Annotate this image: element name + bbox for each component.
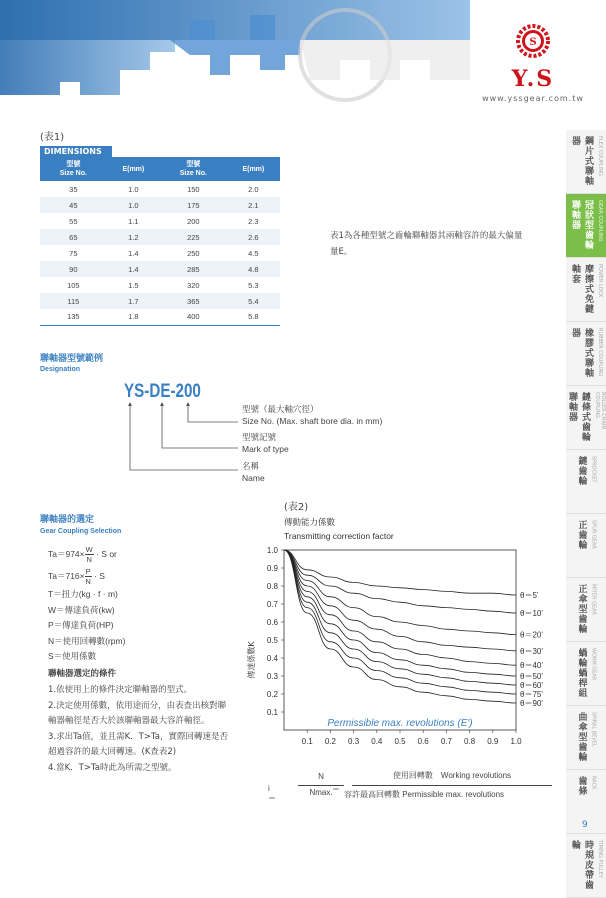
sidebar-item-label: 正傘型齒輪 bbox=[576, 584, 587, 634]
table-cell: 90 bbox=[40, 261, 107, 277]
y-tick-label: 0.3 bbox=[266, 672, 278, 681]
table-cell: 1.0 bbox=[128, 184, 139, 194]
table-cell: 1.4 bbox=[128, 248, 139, 258]
sidebar-item-sublabel: RACK bbox=[590, 776, 597, 790]
table-cell: 1.5 bbox=[128, 280, 139, 290]
x-tick-label: 0.2 bbox=[324, 737, 336, 746]
x-tick-label: 0.5 bbox=[394, 737, 406, 746]
table-row bbox=[40, 229, 280, 245]
dimensions-header-3 bbox=[227, 157, 280, 181]
company-logo bbox=[478, 22, 588, 103]
table-cell: 1.4 bbox=[107, 261, 160, 277]
condition-item: 4.當K．T>Ta時此為所需之型號。 bbox=[48, 762, 177, 773]
series-label: θ＝40' bbox=[520, 661, 543, 671]
table-cell: 5.4 bbox=[227, 293, 280, 309]
formula-max-revolutions: 容許最高回轉數 Permissible max. revolutions bbox=[344, 790, 505, 799]
sidebar-item-sublabel: SPIRAL BEVEL bbox=[590, 712, 597, 747]
sidebar-item-sublabel: MITER GEAR bbox=[590, 584, 597, 615]
designation-name-zh: 名稱 bbox=[242, 461, 260, 471]
formula-denominator: Nmax. bbox=[309, 788, 333, 797]
designation-size-zh: 型號（最大軸穴徑） bbox=[242, 404, 319, 414]
chart-title-en: Transmitting correction factor bbox=[284, 531, 394, 541]
table-row bbox=[40, 197, 280, 213]
company-url: www.yssgear.com.tw bbox=[482, 94, 584, 103]
x-tick-label: 0.9 bbox=[487, 737, 499, 746]
y-tick-label: 0.2 bbox=[266, 690, 278, 699]
table-cell: 65 bbox=[40, 229, 107, 245]
sidebar-item-roller-chain-coupling[interactable] bbox=[566, 386, 606, 450]
series-label: θ＝50' bbox=[520, 672, 543, 681]
definition-item: T＝扭力(kg · f · m) bbox=[48, 589, 118, 599]
x-tick-label: 0.4 bbox=[371, 737, 383, 746]
sidebar-item-spiral-bevel[interactable] bbox=[566, 706, 606, 770]
x-tick-label: 0.1 bbox=[301, 737, 313, 746]
table-cell: 400 bbox=[160, 309, 227, 325]
table-cell: 2.0 bbox=[248, 184, 259, 194]
sidebar-item-label: 摩擦式免鍵軸套 bbox=[570, 264, 593, 314]
formula1-prefix: Ta＝974× bbox=[48, 548, 85, 559]
formula-equals: ＝ bbox=[332, 785, 340, 794]
formula-lhs: i＝ bbox=[268, 784, 276, 803]
sidebar-item-sublabel: POWER LOCK bbox=[597, 264, 603, 298]
definition-item: W＝傳達負荷(kw) bbox=[48, 604, 115, 615]
series-label: θ＝5' bbox=[520, 591, 539, 600]
sidebar-item-miter-gear[interactable] bbox=[566, 578, 606, 642]
series-label: θ＝60' bbox=[520, 681, 543, 690]
formula2-prefix: Ta＝716× bbox=[48, 570, 85, 581]
y-tick-label: 0.8 bbox=[266, 582, 278, 591]
sidebar-item-label: 冠狀型齒輪聯軸器 bbox=[570, 200, 593, 250]
sidebar-item-label: 鏈條式齒輪聯軸器 bbox=[567, 392, 590, 442]
selection-title-en: Gear Coupling Selection bbox=[40, 528, 122, 535]
table-cell: 365 bbox=[160, 293, 227, 309]
torque-formula-hp bbox=[48, 567, 105, 586]
dimensions-table bbox=[40, 146, 280, 326]
header-en: E(mm) bbox=[122, 165, 145, 173]
table-row bbox=[40, 277, 280, 293]
model-code: YS-DE-200 bbox=[124, 381, 201, 402]
table-cell: 2.6 bbox=[227, 229, 280, 245]
table-cell: 35 bbox=[69, 184, 78, 194]
table-cell: 45 bbox=[40, 197, 107, 213]
dimensions-header-1 bbox=[107, 157, 160, 181]
table-cell: 75 bbox=[69, 248, 78, 258]
table-cell: 1.1 bbox=[128, 216, 139, 226]
formula2-numerator: P bbox=[85, 567, 91, 576]
formula1-denominator: N bbox=[86, 555, 92, 564]
table-row bbox=[40, 293, 280, 309]
sidebar-item-worm-gear[interactable] bbox=[566, 642, 606, 706]
sidebar-item-label: 時規皮帶齒輪 bbox=[570, 840, 593, 890]
table-cell: 225 bbox=[160, 229, 227, 245]
designation-mark-en: Mark of type bbox=[242, 444, 289, 454]
series-label: θ＝75' bbox=[520, 690, 543, 699]
sidebar-item-label: 曲傘型齒輪 bbox=[576, 712, 587, 762]
table-cell: 1.7 bbox=[107, 293, 160, 309]
table-cell: 150 bbox=[187, 184, 200, 194]
x-tick-label: 0.3 bbox=[348, 737, 360, 746]
chart-title-zh: 傳動能力係數 bbox=[284, 517, 336, 527]
designation-title-zh: 聯軸器型號範例 bbox=[40, 354, 104, 364]
x-tick-label: 0.8 bbox=[464, 737, 476, 746]
sidebar-item-sublabel: RUBBER COUPLING bbox=[597, 328, 603, 377]
table-cell: 1.2 bbox=[107, 229, 160, 245]
page-number: 9 bbox=[582, 820, 588, 830]
ys-gear-logo-icon bbox=[514, 22, 552, 60]
gear-banner-graphic bbox=[0, 0, 470, 125]
dimensions-header-2 bbox=[160, 157, 227, 181]
sidebar-item-sublabel: GEAR COUPLING bbox=[597, 200, 603, 242]
y-tick-label: 0.9 bbox=[266, 564, 278, 573]
designation-title-en: Designation bbox=[40, 366, 81, 373]
x-tick-label: 0.7 bbox=[440, 737, 452, 746]
header-en: E(mm) bbox=[242, 165, 265, 173]
header-zh: 型號 bbox=[66, 161, 81, 168]
sidebar-item-timing-pulley[interactable] bbox=[566, 834, 606, 898]
designation-mark-zh: 型號記號 bbox=[242, 432, 277, 442]
y-tick-label: 0.5 bbox=[266, 636, 278, 645]
header-en: Size No. bbox=[179, 170, 207, 177]
y-tick-label: 0.7 bbox=[266, 600, 278, 609]
selection-title-zh: 聯軸器的選定 bbox=[40, 515, 95, 525]
table-cell: 5.3 bbox=[248, 280, 259, 290]
table-cell: 5.8 bbox=[227, 309, 280, 325]
series-line-3 bbox=[284, 550, 516, 651]
formula-working-revolutions: 使用回轉數 Working revolutions bbox=[352, 770, 552, 786]
conditions-title: 聯軸器選定的條件 bbox=[48, 668, 117, 678]
page-header bbox=[0, 0, 606, 125]
table-row bbox=[40, 245, 280, 261]
designation-size-en: Size No. (Max. shaft bore dia. in mm) bbox=[242, 416, 383, 426]
correction-factor-chart bbox=[240, 540, 570, 780]
table-cell: 1.8 bbox=[107, 309, 160, 325]
torque-formula-kw bbox=[48, 545, 117, 564]
definition-item: N＝使用回轉數(rpm) bbox=[48, 635, 126, 646]
table-cell: 250 bbox=[187, 248, 200, 258]
sidebar-item-sublabel: SPROCKET bbox=[590, 456, 597, 483]
header-zh: 型號 bbox=[186, 161, 201, 168]
selection-conditions bbox=[48, 683, 234, 776]
sidebar-item-sublabel: ROLLER CHAIN COUPLING bbox=[594, 392, 606, 430]
dimensions-header-0 bbox=[40, 157, 107, 181]
sidebar-item-sublabel: SPUR GEAR bbox=[590, 520, 597, 549]
designation-name-en: Name bbox=[242, 473, 265, 483]
series-label: θ＝10' bbox=[520, 609, 543, 618]
table-cell: 2.3 bbox=[248, 216, 259, 226]
sidebar-item-flex-coupling[interactable] bbox=[566, 130, 606, 194]
table-cell: 55 bbox=[69, 216, 78, 226]
x-tick-label: 0.6 bbox=[417, 737, 429, 746]
sidebar-item-label: 鏈齒輪 bbox=[576, 456, 587, 486]
table-cell: 1.0 bbox=[107, 197, 160, 213]
product-category-sidebar bbox=[566, 130, 606, 898]
designation-leader-lines bbox=[120, 402, 250, 474]
sidebar-item-rubber-coupling[interactable] bbox=[566, 322, 606, 386]
formula2-suffix: · S bbox=[94, 570, 105, 581]
chart-x-axis-label: Permissible max. revolutions (E') bbox=[327, 718, 473, 729]
sidebar-item-label: 齒條 bbox=[576, 776, 587, 796]
sidebar-item-sublabel: TIMING PULLEY bbox=[597, 840, 603, 878]
table-cell: 200 bbox=[187, 216, 200, 226]
table-cell: 320 bbox=[187, 280, 200, 290]
table-cell: 4.8 bbox=[227, 261, 280, 277]
brand-name: Y.S bbox=[511, 66, 555, 92]
series-line-6 bbox=[284, 550, 516, 685]
table-cell: 4.5 bbox=[248, 248, 259, 258]
table1-note: 表1為各種型號之齒輪聯軸器其兩軸容許的最大偏量量E。 bbox=[330, 231, 523, 257]
sidebar-item-sublabel: WORM GEAR bbox=[590, 648, 597, 681]
y-tick-label: 0.6 bbox=[266, 618, 278, 627]
chart-plot-frame bbox=[284, 550, 516, 730]
series-label: θ＝30' bbox=[520, 646, 543, 656]
series-label: θ＝20' bbox=[520, 630, 543, 640]
definition-item: S＝使用係數 bbox=[48, 651, 97, 661]
formula2-denominator: N bbox=[85, 577, 91, 586]
table-cell: 175 bbox=[160, 197, 227, 213]
sidebar-item-sublabel: FLEX COUPLING bbox=[597, 136, 603, 176]
table-cell: 115 bbox=[40, 293, 107, 309]
sidebar-item-label: 橡膠式聯軸器 bbox=[570, 328, 593, 378]
condition-item: 2.決定使用係數，依用途而分，由表查出核對聯軸器軸徑是否大於該聯軸器最大容許軸徑。 bbox=[48, 700, 227, 726]
svg-text:S: S bbox=[529, 37, 537, 48]
table-row bbox=[40, 309, 280, 325]
definition-item: P＝傳達負荷(HP) bbox=[48, 620, 114, 630]
sidebar-item-label: 鋼片式聯軸器 bbox=[570, 136, 593, 186]
sidebar-item-gear-coupling[interactable] bbox=[566, 194, 606, 258]
series-label: θ＝90' bbox=[520, 699, 543, 708]
table-cell: 105 bbox=[67, 280, 80, 290]
table-cell: 285 bbox=[160, 261, 227, 277]
table1-label: (表1) bbox=[40, 132, 65, 143]
formula1-suffix: · S or bbox=[96, 548, 117, 559]
table-cell: 135 bbox=[40, 309, 107, 325]
table2-label: (表2) bbox=[284, 502, 309, 513]
table-cell: 2.1 bbox=[227, 197, 280, 213]
variable-definitions bbox=[48, 587, 125, 665]
chart-y-axis-label: 傳達係數K bbox=[247, 641, 256, 679]
table-row bbox=[40, 181, 280, 197]
table-row bbox=[40, 213, 280, 229]
condition-item: 1.依使用上的條件決定聯軸器的型式。 bbox=[48, 685, 193, 695]
formula1-numerator: W bbox=[85, 545, 93, 554]
series-line-5 bbox=[284, 550, 516, 676]
sidebar-item-spur-gear[interactable] bbox=[566, 514, 606, 578]
formula-numerator: N bbox=[298, 772, 344, 786]
dimensions-title: DIMENSIONS bbox=[40, 146, 112, 157]
sidebar-item-label: 正齒輪 bbox=[576, 520, 587, 550]
y-tick-label: 0.4 bbox=[266, 654, 278, 663]
y-tick-label: 0.1 bbox=[266, 708, 278, 717]
table-row bbox=[40, 261, 280, 277]
header-en: Size No. bbox=[59, 170, 87, 177]
sidebar-item-power-lock[interactable] bbox=[566, 258, 606, 322]
condition-item: 3.求出Ta值，並且需K．T>Ta，實際回轉速是否超過容許的最大回轉速。(K查表2) bbox=[48, 731, 228, 757]
sidebar-item-sprocket[interactable] bbox=[566, 450, 606, 514]
y-tick-label: 1.0 bbox=[266, 546, 278, 555]
x-tick-label: 1.0 bbox=[510, 737, 522, 746]
sidebar-item-label: 蝸輪蝸桿組 bbox=[576, 648, 587, 698]
series-line-2 bbox=[284, 550, 516, 635]
